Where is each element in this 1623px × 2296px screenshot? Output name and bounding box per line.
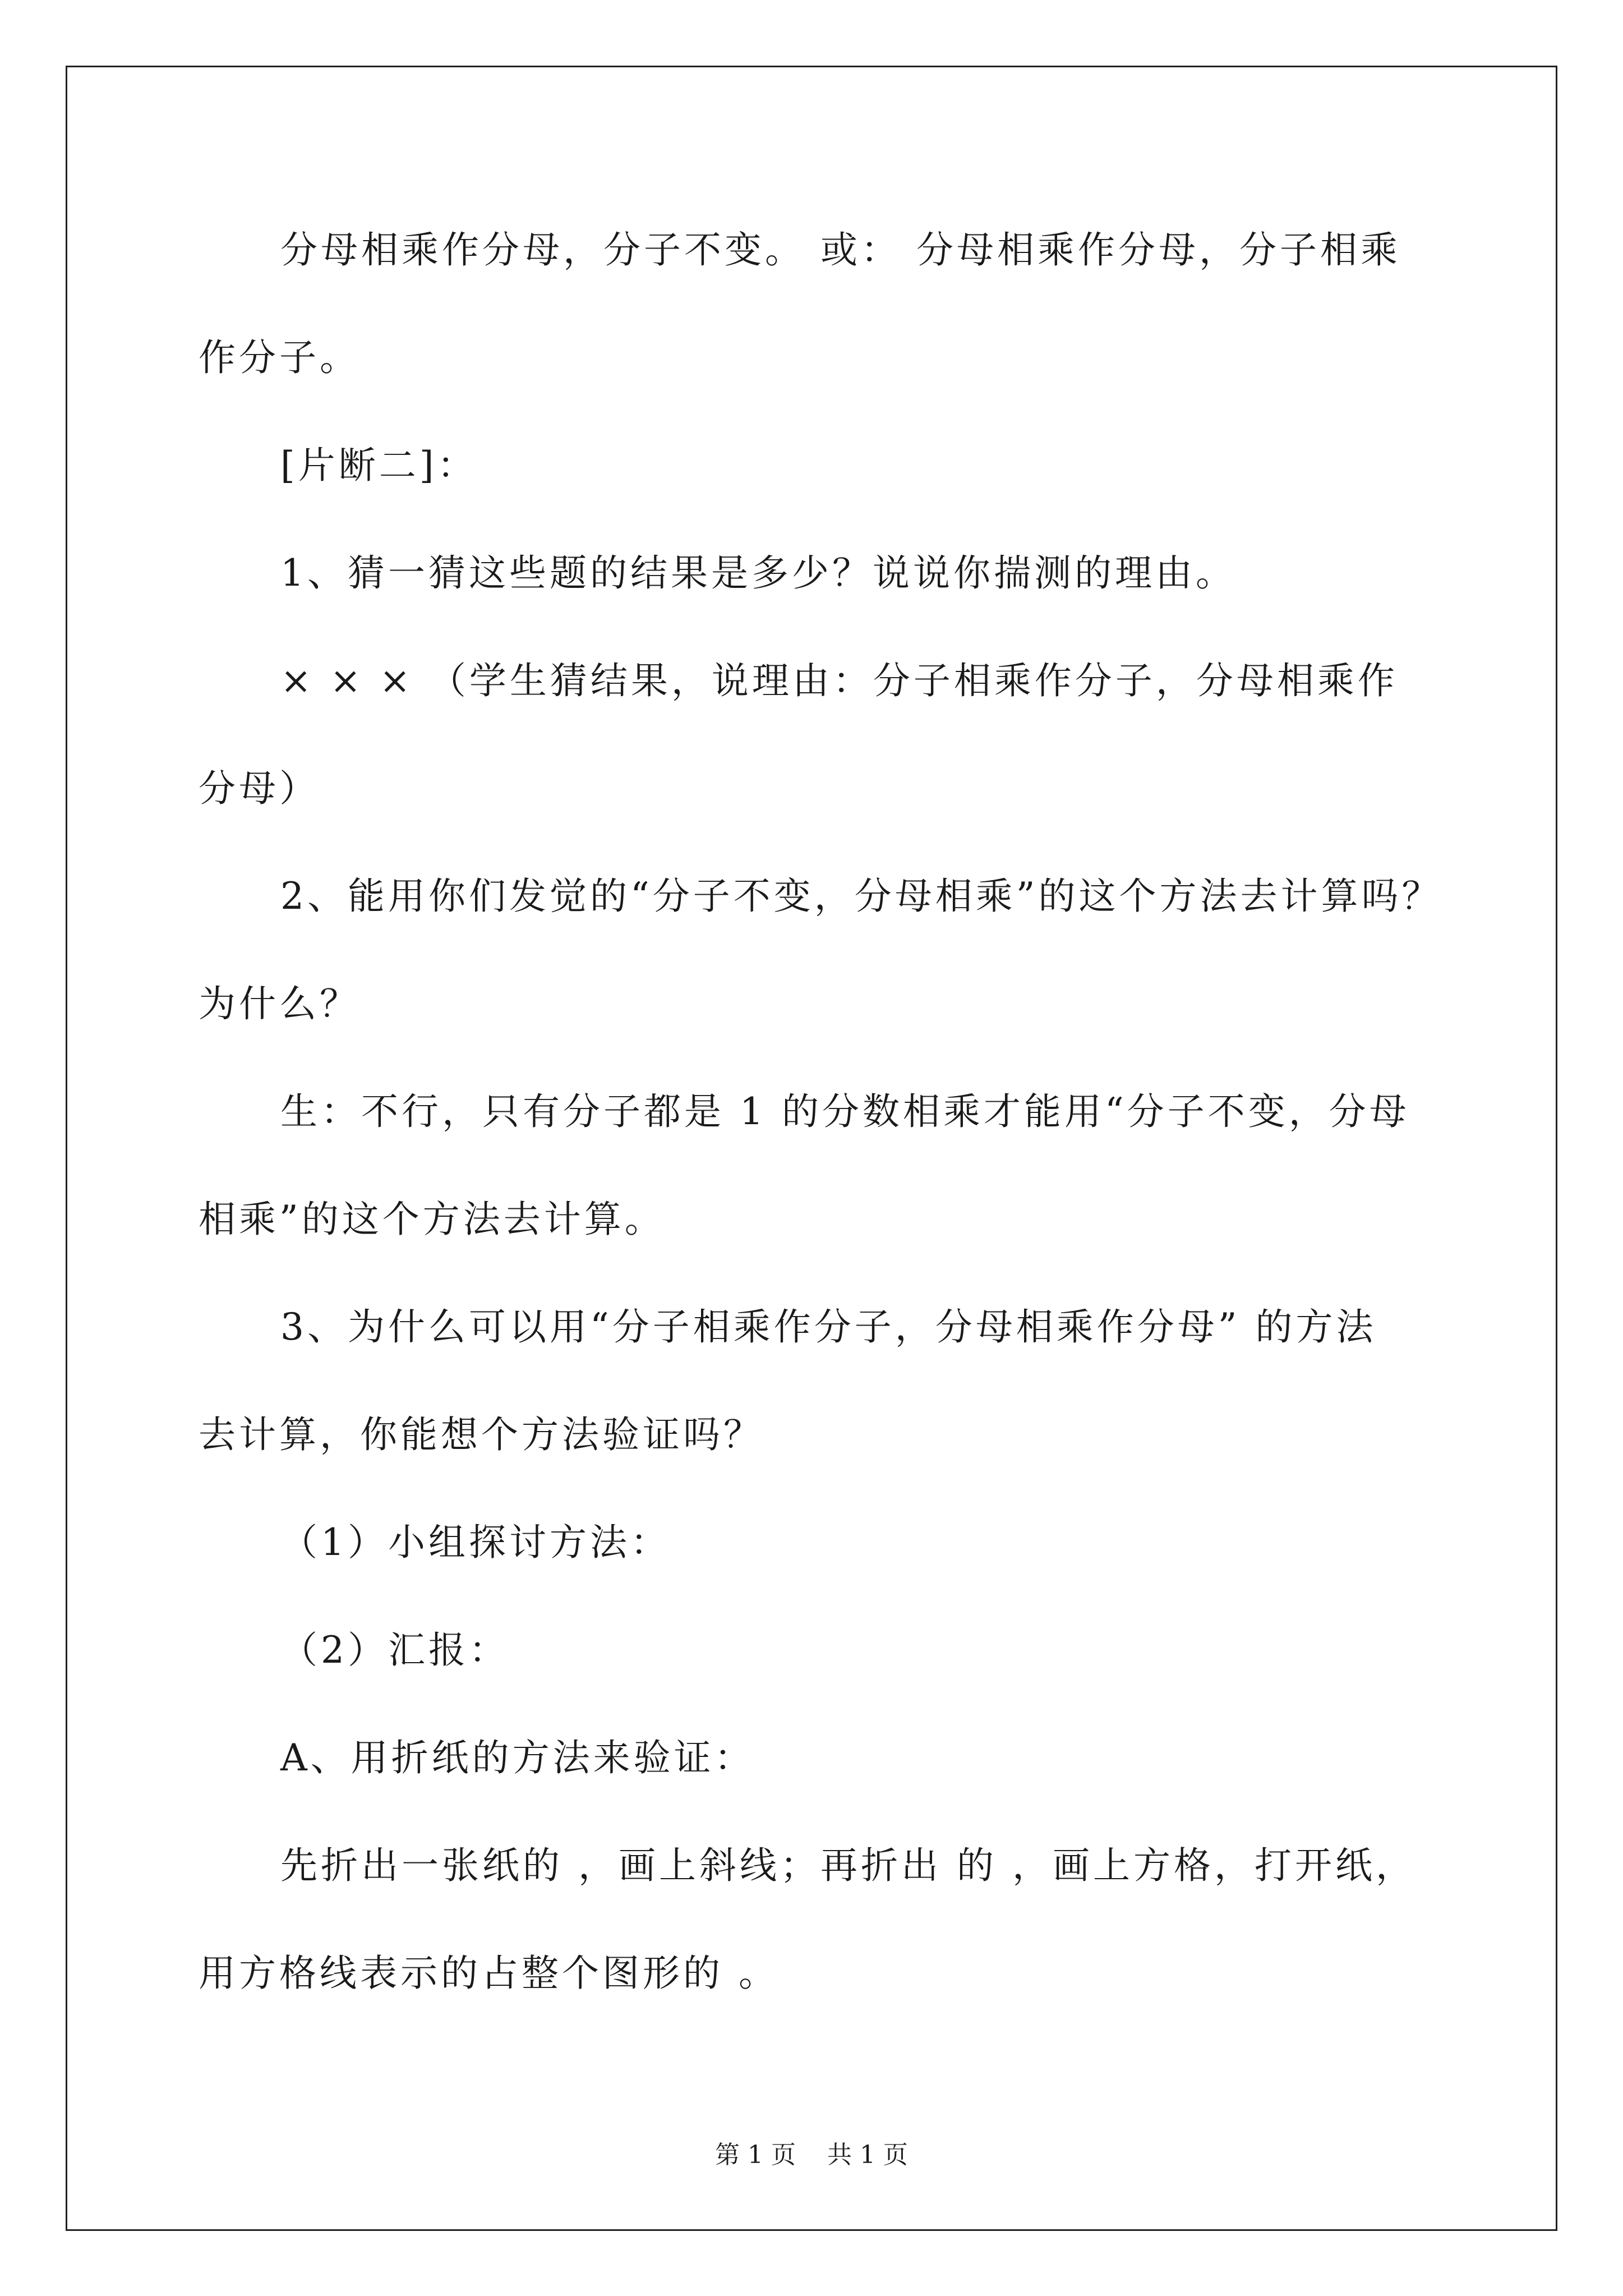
- page-frame: [66, 66, 1557, 2231]
- paragraph-line-14: （2）汇报：: [280, 1628, 509, 1672]
- paragraph-line-17: 用方格线表示的占整个图形的 。: [199, 1952, 779, 1995]
- paragraph-line-15: A、用折纸的方法来验证：: [280, 1736, 755, 1779]
- paragraph-line-9: 生：不行，只有分子都是 1 的分数相乘才能用“分子不变，分母: [280, 1090, 1410, 1133]
- paragraph-line-1: 分母相乘作分母，分子不变。 或： 分母相乘作分母，分子相乘: [280, 228, 1401, 272]
- paragraph-line-12: 去计算，你能想个方法验证吗？: [199, 1413, 764, 1456]
- paragraph-line-7: 2、能用你们发觉的“分子不变，分母相乘”的这个方法去计算吗？: [280, 875, 1442, 918]
- paragraph-line-4: 1、猜一猜这些题的结果是多少？说说你揣测的理由。: [280, 551, 1236, 595]
- paragraph-line-16: 先折出一张纸的 ，画上斜线；再折出 的 ，画上方格，打开纸，: [280, 1844, 1416, 1887]
- section-heading: [片断二]：: [280, 444, 478, 487]
- page-number-footer: 第 1 页 共 1 页: [715, 2141, 908, 2169]
- paragraph-line-2: 作分子。: [199, 336, 360, 379]
- paragraph-line-8: 为什么？: [199, 982, 360, 1025]
- paragraph-line-11: 3、为什么可以用“分子相乘作分子，分母相乘作分母” 的方法: [280, 1305, 1377, 1349]
- paragraph-line-6: 分母）: [199, 767, 320, 810]
- paragraph-line-13: （1）小组探讨方法：: [280, 1521, 671, 1564]
- paragraph-line-5: × × × （学生猜结果，说理由：分子相乘作分子，分母相乘作: [280, 659, 1398, 702]
- paragraph-line-10: 相乘”的这个方法去计算。: [199, 1198, 665, 1241]
